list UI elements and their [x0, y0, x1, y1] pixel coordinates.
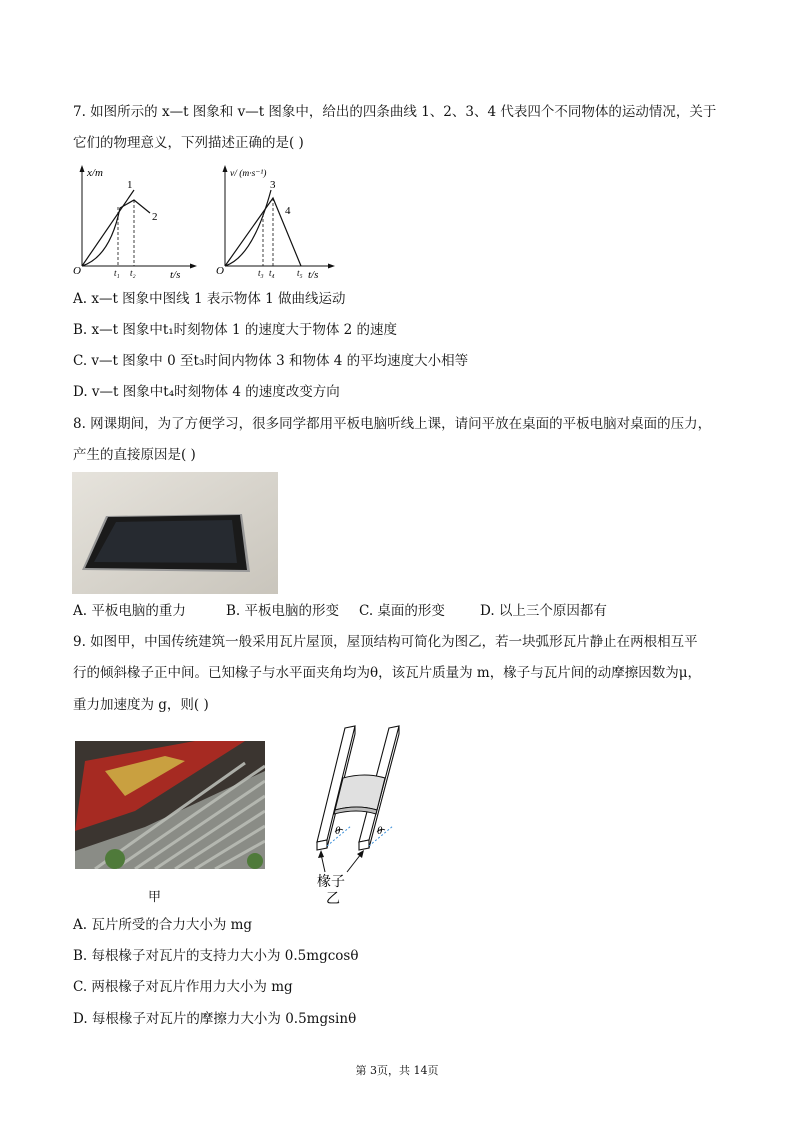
- theta-right: θ: [377, 825, 383, 837]
- q8-option-a: A. 平板电脑的重力: [73, 603, 186, 619]
- xt-origin: O: [73, 265, 81, 277]
- q7-option-a: A. x—t 图象中图线 1 表示物体 1 做曲线运动: [73, 291, 346, 307]
- fig-jia-caption: 甲: [148, 890, 162, 905]
- q7-option-c: C. v—t 图象中 0 至t₃时间内物体 3 和物体 4 的平均速度大小相等: [73, 353, 469, 369]
- vt-origin: O: [216, 265, 224, 277]
- q9-option-c: C. 两根椽子对瓦片作用力大小为 mg: [73, 979, 293, 995]
- q7-vt-graph: [213, 162, 338, 280]
- q9-option-d: D. 每根椽子对瓦片的摩擦力大小为 0.5mgsinθ: [73, 1011, 357, 1027]
- theta-left: θ: [335, 825, 341, 837]
- fig-yi-caption: 乙: [326, 892, 340, 906]
- q7-stem-line1: 7. 如图所示的 x—t 图象和 v—t 图象中，给出的四条曲线 1、2、3、4 代表四个不同物体的运动情况，关于: [73, 104, 717, 120]
- xt-ylabel: x/m: [87, 167, 103, 179]
- xt-tick-t2: t₂: [130, 268, 136, 278]
- vt-tick-t5: t₅: [297, 268, 303, 278]
- vt-ylabel: v/ (m·s⁻¹): [230, 169, 267, 179]
- q7-stem-line2: 它们的物理意义，下列描述正确的是( ): [73, 135, 304, 151]
- rafter-label: 椽子: [317, 875, 345, 890]
- xt-tick-t1: t₁: [114, 268, 120, 278]
- q9-stem-line1: 9. 如图甲，中国传统建筑一般采用瓦片屋顶，屋顶结构可简化为图乙，若一块弧形瓦片静止在两根相互平: [73, 634, 698, 650]
- xt-xlabel: t/s: [170, 269, 181, 280]
- xt-curve-1: 1: [127, 179, 133, 191]
- q8-option-d: D. 以上三个原因都有: [480, 603, 607, 619]
- q8-option-b: B. 平板电脑的形变: [226, 603, 340, 619]
- tablet-photo: [72, 472, 278, 594]
- vt-curve-3: 3: [270, 179, 276, 191]
- q8-stem-line1: 8. 网课期间，为了方便学习，很多同学都用平板电脑听线上课，请问平放在桌面的平板电脑对桌面的压力，: [73, 416, 712, 432]
- q7-option-b: B. x—t 图象中t₁时刻物体 1 的速度大于物体 2 的速度: [73, 322, 398, 338]
- vt-tick-t3: t₃: [258, 268, 264, 278]
- q7-xt-graph: [70, 162, 200, 280]
- page-footer: 第 3页，共 14页: [355, 1064, 439, 1077]
- q9-option-b: B. 每根椽子对瓦片的支持力大小为 0.5mgcosθ: [73, 948, 359, 964]
- q9-stem-line3: 重力加速度为 g，则( ): [73, 697, 209, 713]
- q9-stem-line2: 行的倾斜椽子正中间。已知椽子与水平面夹角均为θ，该瓦片质量为 m，椽子与瓦片间的动摩擦因数为μ，: [73, 665, 701, 681]
- q8-option-c: C. 桌面的形变: [359, 603, 445, 619]
- xt-curve-2: 2: [152, 211, 158, 223]
- vt-curve-4: 4: [285, 205, 291, 217]
- roof-photo: [75, 741, 265, 869]
- q8-stem-line2: 产生的直接原因是( ): [73, 447, 196, 463]
- q7-option-d: D. v—t 图象中t₄时刻物体 4 的速度改变方向: [73, 384, 340, 400]
- vt-tick-t4: t₄: [269, 268, 275, 278]
- vt-xlabel: t/s: [308, 269, 319, 280]
- rafter-diagram: [303, 722, 413, 906]
- q9-option-a: A. 瓦片所受的合力大小为 mg: [73, 917, 253, 933]
